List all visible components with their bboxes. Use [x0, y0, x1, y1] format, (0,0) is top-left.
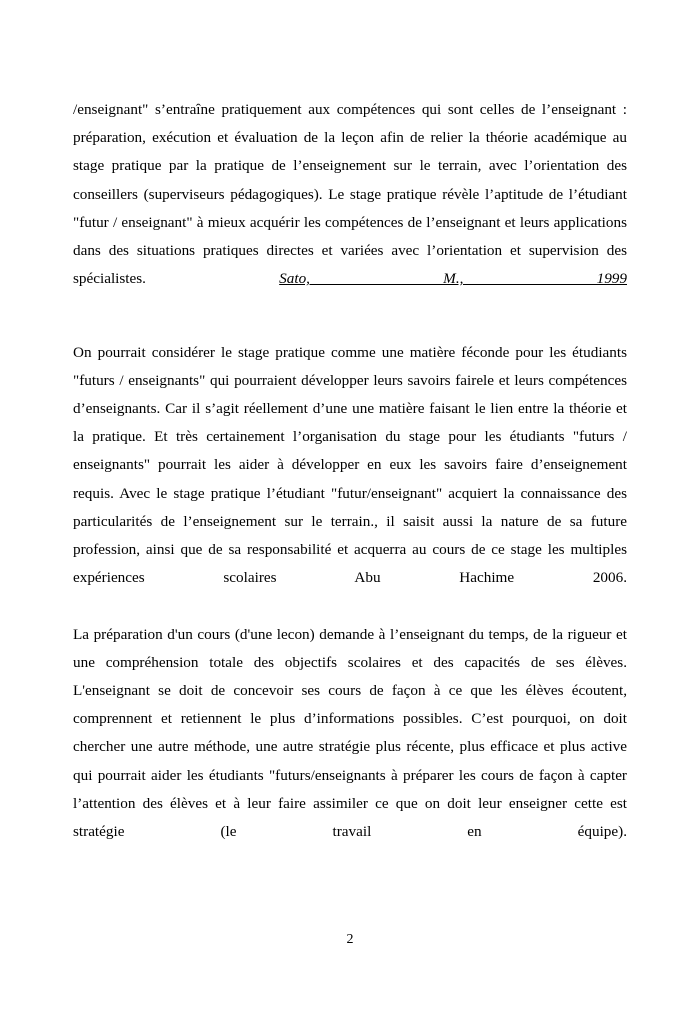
paragraph-3	[73, 621, 627, 875]
paragraph-3-text: La préparation d'un cours (d'une lecon) demande à l’enseignant du temps, de la rigueur et une compréhension totale des objectifs scolaires et des capacités de ses élèves. L'enseignant se doit de concevoir ses cours de façon à ce que les élèves écoutent, comprennent et retiennent le plus d’informations possibles. C’est pourquoi, on doit chercher une autre méthode, une autre stratégie plus récente, plus efficace et plus active qui pourrait aider les étudiants "futurs/enseignants à préparer les cours de façon à capter l’attention des élèves et à leur faire assimiler ce que on doit leur enseigner cette est stratégie (le travail en équipe).	[73, 625, 627, 841]
page-number: 2	[346, 932, 354, 947]
document-body	[73, 96, 627, 874]
paragraph-2	[73, 339, 627, 621]
paragraph-1	[73, 96, 627, 322]
citation-sato: Sato, M., 1999	[279, 270, 627, 288]
paragraph-1-text: /enseignant" s’entraîne pratiquement aux compétences qui sont celles de l’enseignant : préparation, exécution et évaluation de la leçon afin de relier la théorie académique au stage pratique par la pratique de l’enseignement sur le terrain, avec l’orientation des conseillers (superviseurs pédagogiques). Le stage pratique révèle l’aptitude de l’étudiant "futur / enseignant" à mieux acquérir les compétences de l’enseignant et leurs applications dans des situations pratiques directes et variées avec l’orientation et supervision des spécialistes.	[73, 101, 627, 288]
paragraph-2-text: On pourrait considérer le stage pratique comme une matière féconde pour les étudiants "futurs / enseignants" qui pourraient développer leurs savoirs fairele et leurs compétences d’enseignants. Car il s’agit réellement d’une une matière faisant le lien entre la théorie et la pratique. Et très certainement l’organisation du stage pour les étudiants "futurs / enseignants" pourrait les aider à développer en eux les savoirs faire d’enseignement requis. Avec le stage pratique l’étudiant "futur/enseignant" acquiert la connaissance des particularités de l’enseignement sur le terrain., il saisit aussi la nature de sa future profession, ainsi que de sa responsabilité et acquerra au cours de ce stage les multiples expériences scolaires Abu Hachime 2006.	[73, 343, 627, 587]
